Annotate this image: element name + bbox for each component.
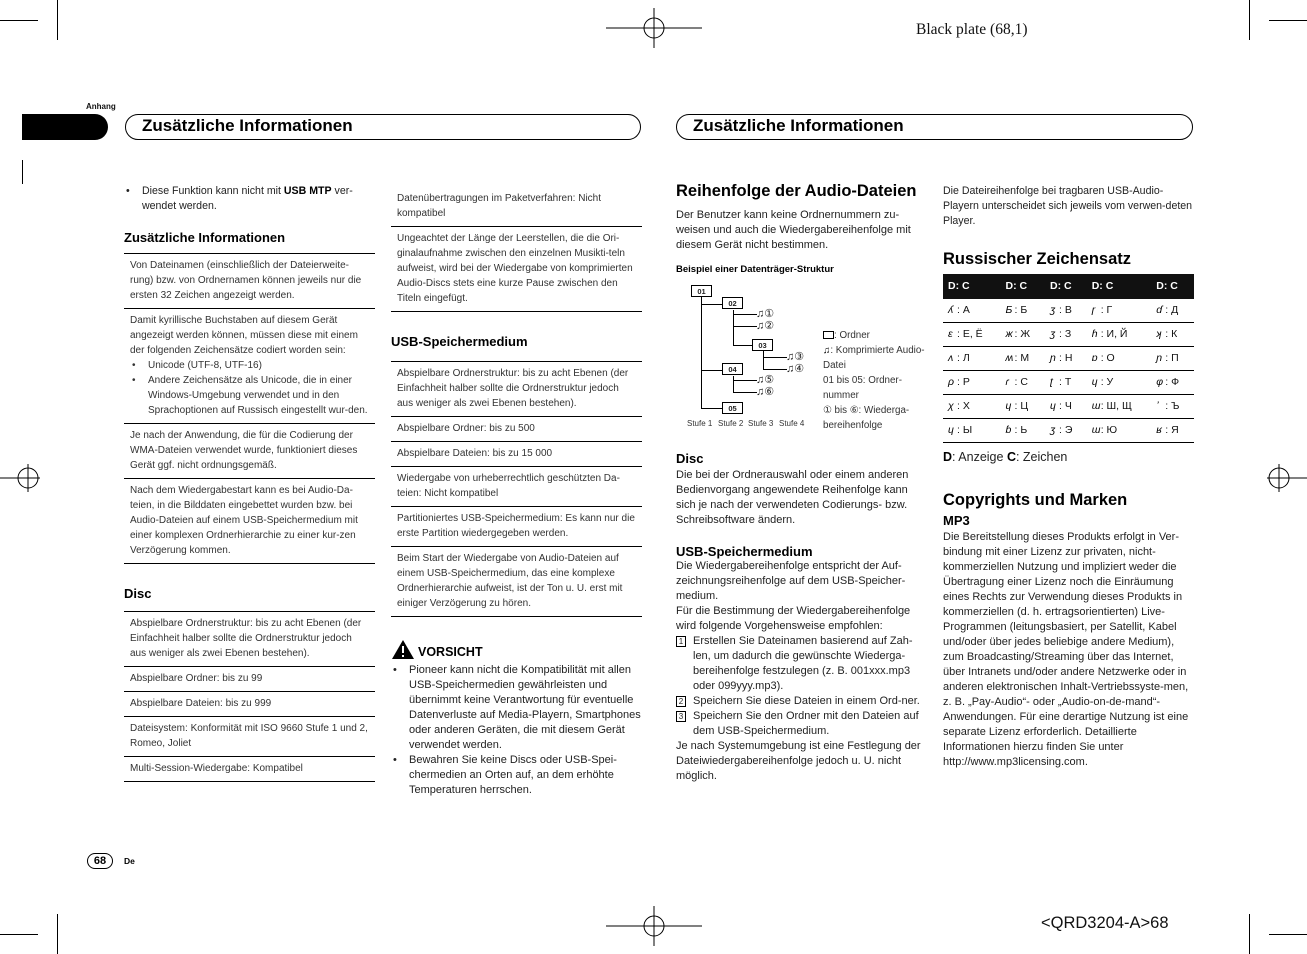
level-label: Stufe 3 bbox=[748, 419, 774, 428]
outro-text: Je nach Systemumgebung ist eine Festlegung der Dateiwiedergabereihenfolge jedoch u. U. nicht möglich. bbox=[676, 740, 921, 782]
character-label: : Ц bbox=[1014, 400, 1029, 412]
crop-mark bbox=[1269, 934, 1307, 935]
charset-cell bbox=[1087, 299, 1152, 323]
character-label: : О bbox=[1100, 352, 1115, 364]
character-label: : С bbox=[1014, 376, 1028, 388]
heading-usb: USB-Speichermedium bbox=[391, 334, 528, 349]
order-intro: Der Benutzer kann keine Ordnernummern zu-weisen und auch die Wiedergabereihenfolge mit diesem Gerät nicht bestimmen. bbox=[676, 209, 911, 251]
folder-icon bbox=[823, 331, 834, 339]
display-glyph: ʞ bbox=[1156, 328, 1162, 340]
music-note-icon: ♫ bbox=[823, 345, 831, 356]
page-number-badge bbox=[87, 853, 113, 869]
order-title: Reihenfolge der Audio-Dateien bbox=[676, 182, 917, 200]
charset-cell bbox=[1045, 419, 1087, 443]
side-label: Anhang bbox=[86, 102, 116, 111]
disc-table-continued bbox=[391, 186, 642, 312]
charset-cell bbox=[1045, 371, 1087, 395]
music-note-icon: ♫③ bbox=[786, 351, 805, 363]
heading-usb: USB-Speichermedium bbox=[676, 544, 813, 559]
folder-icon: 04 bbox=[722, 363, 743, 375]
folder-icon: 03 bbox=[752, 339, 773, 351]
charset-cell bbox=[1001, 419, 1045, 443]
charset-cell bbox=[1001, 347, 1045, 371]
mp3-heading: MP3 bbox=[943, 513, 970, 528]
charset-cell bbox=[1001, 371, 1045, 395]
character-label: : Р bbox=[957, 376, 970, 388]
character-label: : Т bbox=[1058, 376, 1072, 388]
table-row bbox=[943, 299, 1194, 323]
character-label: : П bbox=[1165, 352, 1179, 364]
table-row: Datenübertragungen im Paketverfahren: Nicht kompatibel bbox=[391, 186, 642, 227]
character-label: : Е, Ё bbox=[957, 328, 983, 340]
disc-table bbox=[124, 611, 375, 782]
charset-cell bbox=[1045, 323, 1087, 347]
charset-list bbox=[130, 358, 369, 418]
level-label: Stufe 2 bbox=[718, 419, 744, 428]
charset-cell bbox=[1151, 299, 1194, 323]
caution-list bbox=[391, 663, 642, 798]
table-row: Damit kyrillische Buchstaben auf diesem Gerät angezeigt werden können, müssen diese mit einem der folgenden Zeichensätze codiert worden sein: • Unicode (UTF-8, UTF-16) • Andere Zeichensätze als Unicode, die in einer Windows-Umgebung verwendet und in den Sprachoptionen auf Russisch eingestellt wur-den. bbox=[124, 309, 375, 424]
music-note-icon: ♫① bbox=[756, 308, 775, 320]
charset-cell bbox=[1151, 419, 1194, 443]
mp3-url: http://www.mp3licensing.com. bbox=[943, 756, 1088, 768]
crop-mark bbox=[57, 914, 58, 954]
crop-mark bbox=[1249, 914, 1250, 954]
warning-icon bbox=[391, 639, 415, 660]
list-item: • Bewahren Sie keine Discs oder USB-Spei-chermedien an Orten auf, an dem erhöhte Temperaturen herrschen. bbox=[391, 753, 642, 798]
caution-title: VORSICHT bbox=[418, 645, 483, 659]
list-item: • Unicode (UTF-8, UTF-16) bbox=[130, 358, 369, 373]
player-note: Die Dateireihenfolge bei tragbaren USB-Audio-Playern unterscheidet sich jeweils vom verwen-deten Player. bbox=[943, 185, 1193, 227]
character-label: : Л bbox=[957, 352, 970, 364]
display-glyph: ρ bbox=[948, 376, 955, 388]
charset-cell bbox=[1045, 299, 1087, 323]
music-note-icon: ♫④ bbox=[786, 363, 805, 375]
display-glyph: ɓ bbox=[1005, 424, 1012, 436]
steps-list bbox=[676, 634, 926, 739]
character-label: : У bbox=[1100, 376, 1114, 388]
table-row: Abspielbare Dateien: bis zu 15 000 bbox=[391, 442, 642, 467]
character-label: : К bbox=[1165, 328, 1178, 340]
display-glyph: ж bbox=[1005, 328, 1013, 340]
usb-table bbox=[391, 361, 642, 617]
level-label: Stufe 4 bbox=[779, 419, 805, 428]
table-row: Abspielbare Ordnerstruktur: bis zu acht Ebenen (der Einfachheit halber sollte die Ordnerstruktur jedoch aus weniger als zwei Ebenen bestehen). bbox=[391, 362, 642, 417]
display-glyph: ʁ bbox=[1156, 424, 1162, 436]
display-glyph: ɯ bbox=[1091, 424, 1101, 436]
crop-mark bbox=[0, 20, 38, 21]
character-label: : Ж bbox=[1014, 328, 1031, 340]
display-glyph: ɯ bbox=[1091, 400, 1101, 412]
column-3-lower bbox=[676, 451, 926, 784]
copyright-title: Copyrights und Marken bbox=[943, 491, 1128, 509]
language-code: De bbox=[124, 856, 135, 866]
character-label: : Х bbox=[957, 400, 970, 412]
charset-cell bbox=[1087, 323, 1152, 347]
charset-cell bbox=[1087, 395, 1152, 419]
column-1 bbox=[124, 184, 375, 782]
display-glyph: ʈ bbox=[1049, 376, 1053, 388]
charset-cell bbox=[1045, 395, 1087, 419]
display-glyph: ɾ bbox=[1005, 376, 1010, 388]
charset-cell bbox=[1087, 347, 1152, 371]
display-glyph: φ bbox=[1156, 376, 1164, 388]
display-glyph: ʒ bbox=[1049, 424, 1056, 436]
character-label: : Ш, Щ bbox=[1100, 400, 1132, 412]
character-label: : Ю bbox=[1100, 424, 1118, 436]
table-row bbox=[943, 323, 1194, 347]
charset-cell bbox=[1151, 323, 1194, 347]
character-label: : Д bbox=[1165, 304, 1179, 316]
display-glyph: χ bbox=[948, 400, 954, 412]
level-label: Stufe 1 bbox=[687, 419, 713, 428]
table-row: Abspielbare Ordnerstruktur: bis zu acht Ebenen (der Einfachheit halber sollte die Ordnerstruktur jedoch aus weniger als zwei Ebenen bestehen). bbox=[124, 612, 375, 667]
list-item: • Diese Funktion kann nicht mit USB MTP ver-wendet werden. bbox=[124, 184, 375, 214]
charset-cell bbox=[943, 299, 1001, 323]
crop-mark bbox=[1249, 0, 1250, 40]
character-label: : З bbox=[1058, 328, 1072, 340]
table-row bbox=[943, 395, 1194, 419]
display-glyph: ʒ bbox=[1049, 304, 1056, 316]
character-label: : Ч bbox=[1058, 400, 1072, 412]
display-glyph: ɼ bbox=[1091, 304, 1096, 316]
character-label: : Н bbox=[1058, 352, 1073, 364]
character-label: : И, Й bbox=[1100, 328, 1128, 340]
usb-text-2: Für die Bestimmung der Wiedergabereihenfolge wird folgende Vorgehensweise empfohlen: bbox=[676, 605, 911, 632]
display-glyph: ɒ bbox=[1091, 352, 1098, 364]
side-tab bbox=[22, 114, 108, 140]
music-note-icon: ♫② bbox=[756, 320, 775, 332]
music-note-icon: ♫⑥ bbox=[756, 386, 775, 398]
crop-mark bbox=[0, 934, 38, 935]
disc-text: Die bei der Ordnerauswahl oder einem anderen Bedienvorgang angewendete Reihenfolge kann sich je nach der verwendeten Codierungs- bzw. Schreibsoftware ändern. bbox=[676, 469, 909, 526]
caution-header bbox=[391, 639, 642, 660]
folder-icon: 02 bbox=[722, 297, 743, 309]
character-label: : Ф bbox=[1165, 376, 1180, 388]
column-2 bbox=[391, 186, 642, 798]
charset-cell bbox=[1001, 395, 1045, 419]
charset-cell bbox=[1001, 323, 1045, 347]
display-glyph: ɲ bbox=[1156, 352, 1163, 364]
charset-cell bbox=[943, 323, 1001, 347]
display-glyph: ɥ bbox=[1091, 376, 1098, 388]
charset-cell bbox=[1087, 419, 1152, 443]
plate-label: Black plate (68,1) bbox=[916, 21, 1028, 38]
character-label: : Б bbox=[1014, 304, 1028, 316]
charset-cell bbox=[1151, 347, 1194, 371]
folder-icon: 05 bbox=[722, 402, 743, 414]
display-glyph: Ƃ bbox=[1005, 304, 1013, 316]
charset-cell bbox=[1151, 395, 1194, 419]
table-row: Abspielbare Ordner: bis zu 99 bbox=[124, 667, 375, 692]
charset-cell bbox=[943, 395, 1001, 419]
table-row: Nach dem Wiedergabestart kann es bei Audio-Da-teien, in die Bilddaten eingebettet wurden bzw. bei Audio-Dateien auf einem USB-Speichermedium mit einer komplexen Ordnerhierarchie zu einer kur-zen Verzögerung kommen. bbox=[124, 479, 375, 564]
document-code: <QRD3204-A>68 bbox=[1041, 914, 1169, 932]
russian-table-body bbox=[943, 299, 1194, 443]
table-row: Von Dateinamen (einschließlich der Dateierweite-rung) bzw. von Ordnernamen können jeweils nur die ersten 32 Zeichen angezeigt werden. bbox=[124, 254, 375, 309]
intro-bullets bbox=[124, 184, 375, 214]
heading-disc: Disc bbox=[676, 451, 704, 466]
crop-mark bbox=[1269, 20, 1307, 21]
character-label: : Ъ bbox=[1165, 400, 1180, 412]
character-label: : Э bbox=[1058, 424, 1073, 436]
table-row bbox=[943, 347, 1194, 371]
page-number: 68 bbox=[93, 855, 107, 867]
diagram-legend: : Ordner ♫: Komprimierte Audio-Datei 01 bis 05: Ordner-nummer ① bis ⑥: Wiederga-bereihenfolge bbox=[823, 330, 925, 431]
character-label: : Я bbox=[1165, 424, 1179, 436]
charset-cell bbox=[1045, 347, 1087, 371]
heading-disc: Disc bbox=[124, 586, 152, 601]
list-item: 1 Erstellen Sie Dateinamen basierend auf Zah-len, um dadurch die gewünschte Wiederga-bereihenfolge festzulegen (z. B. 001xxx.mp3 oder 099yyy.mp3). bbox=[676, 634, 926, 694]
character-label: : Ь bbox=[1014, 424, 1028, 436]
charset-cell bbox=[943, 347, 1001, 371]
table-row: Dateisystem: Konformität mit ISO 9660 Stufe 1 und 2, Romeo, Joliet bbox=[124, 717, 375, 757]
table-row: Abspielbare Ordner: bis zu 500 bbox=[391, 417, 642, 442]
russian-legend: D: Anzeige C: Zeichen bbox=[943, 450, 1068, 464]
table-row bbox=[943, 371, 1194, 395]
list-item: • Andere Zeichensätze als Unicode, die in einer Windows-Umgebung verwendet und in den Sprachoptionen auf Russisch eingestellt wur-den. bbox=[130, 373, 369, 418]
list-item: 2 Speichern Sie diese Dateien in einem Ord-ner. bbox=[676, 694, 926, 709]
character-label: : А bbox=[957, 304, 970, 316]
display-glyph: ʼ bbox=[1156, 400, 1159, 412]
list-item: • Pioneer kann nicht die Kompatibilität mit allen USB-Speichermedien gewährleisten und übernimmt keine Verantwortung für eventuelle Datenverluste auf Media-Playern, Smartphones oder anderen Geräten, die mit diesem Gerät verwendet werden. bbox=[391, 663, 642, 753]
charset-cell bbox=[1001, 299, 1045, 323]
display-glyph: ɛ bbox=[948, 328, 953, 340]
charset-cell bbox=[1087, 371, 1152, 395]
registration-mark-icon bbox=[606, 8, 702, 48]
character-label: : Ы bbox=[957, 424, 973, 436]
usb-text: Die Wiedergabereihenfolge entspricht der Auf-zeichnungsreihenfolge auf dem USB-Speicher-medium. bbox=[676, 560, 906, 602]
display-glyph: ɗ bbox=[1156, 304, 1163, 316]
display-glyph: ɥ bbox=[948, 424, 954, 436]
display-glyph: ɦ bbox=[1091, 328, 1098, 340]
display-glyph: ʎ bbox=[948, 304, 954, 316]
display-glyph: ɥ bbox=[1049, 400, 1056, 412]
charset-cell bbox=[1151, 371, 1194, 395]
diagram-title: Beispiel einer Datenträger-Struktur bbox=[676, 264, 834, 275]
table-header-row: D: C D: C D: C D: C D: C bbox=[943, 274, 1194, 299]
display-glyph: ɲ bbox=[1049, 352, 1056, 364]
russian-title: Russischer Zeichensatz bbox=[943, 250, 1131, 268]
info-table bbox=[124, 253, 375, 564]
music-note-icon: ♫⑤ bbox=[756, 374, 775, 386]
charset-cell bbox=[943, 371, 1001, 395]
display-glyph: ʍ bbox=[1005, 352, 1014, 364]
mp3-text: Die Bereitstellung dieses Produkts erfolgt in Ver-bindung mit einer Lizenz zur privaten, nicht-kommerziellen Nutzung und impliziert weder die Übertragung einer Lizenz noch die Einräumung eines Rechts zur Verwendung dieses Produkts in kommerziellen (d. h. ertragsorientierten) Live-Programmen (leitungsbasiert, per Satellit, Kabel und/oder über jedes beliebige andere Medium), zum Broadcasting/Streaming über das Internet, über Intranets und/oder andere Netzwerke oder in anderen elektronischen Inhalt-Vertriebssyste-men, z. B. „Pay-Audio“- oder „Audio-on-de-mand“-Anwendungen. Für eine derartige Nutzung ist eine separate Lizenz erforderlich. Detaillierte Informationen hierzu finden Sie unter bbox=[943, 531, 1189, 753]
table-row: Ungeachtet der Länge der Leerstellen, die die Ori-ginalaufnahme zwischen den einzelnen Musikti-teln aufweist, wird bei der Wiedergabe von komprimierten Audio-Discs stets eine kurze Pause zwischen den Titeln eingefügt. bbox=[391, 227, 642, 312]
table-row: Partitioniertes USB-Speichermedium: Es kann nur die erste Partition wiedergegeben werden. bbox=[391, 507, 642, 547]
russian-charset-table bbox=[943, 274, 1194, 443]
table-row: Abspielbare Dateien: bis zu 999 bbox=[124, 692, 375, 717]
section-bar-left bbox=[125, 114, 641, 140]
caution-block bbox=[391, 639, 642, 798]
section-title: Zusätzliche Informationen bbox=[142, 116, 353, 135]
folder-structure-diagram bbox=[686, 282, 926, 432]
table-row bbox=[943, 419, 1194, 443]
column-3 bbox=[676, 184, 926, 277]
display-glyph: ɥ bbox=[1005, 400, 1012, 412]
table-row: Beim Start der Wiedergabe von Audio-Dateien auf einem USB-Speichermedium, das eine komplexe Ordnerhierarchie aufweist, ist der Ton u. U. erst mit einiger Verzögerung zu hören. bbox=[391, 547, 642, 617]
section-title: Zusätzliche Informationen bbox=[693, 116, 904, 135]
registration-mark-icon bbox=[606, 906, 702, 946]
table-row: Multi-Session-Wiedergabe: Kompatibel bbox=[124, 757, 375, 782]
character-label: : В bbox=[1058, 304, 1072, 316]
crop-mark bbox=[57, 0, 58, 40]
display-glyph: ʒ bbox=[1049, 328, 1056, 340]
section-bar-right bbox=[676, 114, 1193, 140]
table-row: Je nach der Anwendung, die für die Codierung der WMA-Dateien verwendet wurde, funktioniert dieses Gerät ggf. nicht ordnungsgemäß. bbox=[124, 424, 375, 479]
registration-mark-icon bbox=[0, 458, 40, 498]
list-item: 3 Speichern Sie den Ordner mit den Dateien auf dem USB-Speichermedium. bbox=[676, 709, 926, 739]
folder-icon: 01 bbox=[691, 285, 712, 297]
registration-mark-icon bbox=[1267, 458, 1307, 498]
charset-cell bbox=[943, 419, 1001, 443]
display-glyph: ʌ bbox=[948, 352, 954, 364]
character-label: : М bbox=[1014, 352, 1030, 364]
crop-mark bbox=[22, 160, 23, 184]
column-4 bbox=[943, 184, 1195, 770]
character-label: : Г bbox=[1100, 304, 1113, 316]
table-row: Wiedergabe von urheberrechtlich geschützten Da-teien: Nicht kompatibel bbox=[391, 467, 642, 507]
heading-info: Zusätzliche Informationen bbox=[124, 230, 286, 245]
